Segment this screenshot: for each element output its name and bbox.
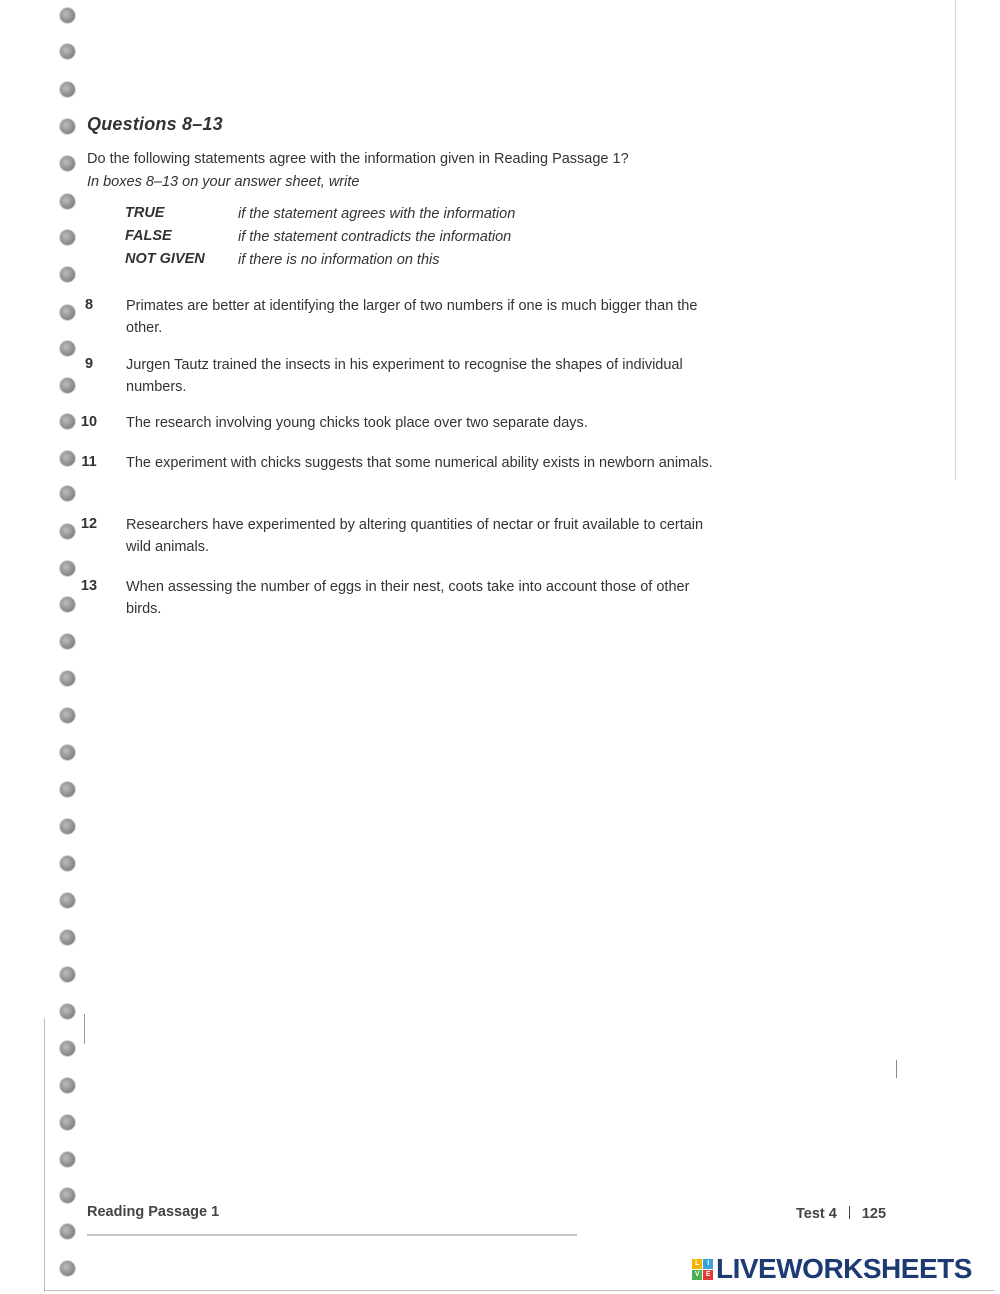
binder-hole xyxy=(60,414,75,429)
footer-rule xyxy=(87,1234,577,1236)
binder-hole xyxy=(60,230,75,245)
key-term-not-given: NOT GIVEN xyxy=(125,251,205,267)
question-number: 10 xyxy=(80,414,98,430)
binder-hole xyxy=(60,930,75,945)
binder-hole xyxy=(60,1041,75,1056)
question-number: 8 xyxy=(84,297,94,313)
binder-hole xyxy=(60,745,75,760)
binder-hole xyxy=(60,378,75,393)
binder-hole xyxy=(60,156,75,171)
question-statement: Primates are better at identifying the larger of two numbers if one is much bigger than the other. xyxy=(126,298,698,336)
question-statement: The experiment with chicks suggests that some numerical ability exists in newborn animals. xyxy=(126,455,713,471)
logo-letter: E xyxy=(703,1270,713,1280)
binder-hole xyxy=(60,1152,75,1167)
question-number: 11 xyxy=(81,454,97,470)
question-statement: Jurgen Tautz trained the insects in his experiment to recognise the shapes of individual numbers. xyxy=(126,357,683,395)
page-edge-left xyxy=(44,1018,45,1292)
logo-letter: I xyxy=(703,1259,713,1269)
question-statement: Researchers have experimented by altering quantities of nectar or fruit available to certain wild animals. xyxy=(126,517,704,555)
binder-hole xyxy=(60,708,75,723)
logo-letter: L xyxy=(692,1259,702,1269)
binder-hole xyxy=(60,82,75,97)
answer-sheet-instruction: In boxes 8–13 on your answer sheet, write xyxy=(87,174,360,190)
question-statement: The research involving young chicks took place over two separate days. xyxy=(126,415,588,431)
key-term-true: TRUE xyxy=(125,205,165,221)
binder-hole xyxy=(60,486,75,501)
question-number: 13 xyxy=(80,578,98,594)
key-description: if there is no information on this xyxy=(238,252,440,268)
binder-hole xyxy=(60,267,75,282)
liveworksheets-logo xyxy=(692,1253,972,1285)
key-description: if the statement agrees with the information xyxy=(238,206,516,222)
footer-test-label: Test 4 xyxy=(796,1206,837,1222)
binder-hole xyxy=(60,893,75,908)
binder-hole xyxy=(60,1224,75,1239)
binder-hole xyxy=(60,305,75,320)
footer-passage-label: Reading Passage 1 xyxy=(87,1204,220,1220)
instruction-text: Do the following statements agree with the information given in Reading Passage 1? xyxy=(87,151,629,167)
binder-hole xyxy=(60,451,75,466)
logo-text: LIVEWORKSHEETS xyxy=(716,1253,972,1284)
question-number: 12 xyxy=(80,516,98,532)
binder-hole xyxy=(60,561,75,576)
binder-hole xyxy=(60,597,75,612)
key-description: if the statement contradicts the information xyxy=(238,229,512,245)
binder-hole xyxy=(60,1004,75,1019)
page-edge-bottom xyxy=(44,1290,994,1291)
key-term-false: FALSE xyxy=(125,228,172,244)
question-number: 9 xyxy=(84,356,94,372)
page-number: 125 xyxy=(861,1206,887,1222)
binder-hole xyxy=(60,1115,75,1130)
binder-hole xyxy=(60,194,75,209)
footer-separator xyxy=(849,1206,850,1219)
binder-hole xyxy=(60,44,75,59)
question-statement: When assessing the number of eggs in their nest, coots take into account those of other birds. xyxy=(126,579,690,617)
binder-hole xyxy=(60,856,75,871)
logo-mark-icon xyxy=(692,1259,713,1280)
binder-hole xyxy=(60,634,75,649)
section-heading: Questions 8–13 xyxy=(87,114,223,134)
binder-hole xyxy=(60,1261,75,1276)
page-edge-right xyxy=(955,0,956,480)
scan-mark xyxy=(896,1060,897,1078)
logo-letter: V xyxy=(692,1270,702,1280)
footer-page-info xyxy=(796,1206,886,1222)
binder-hole xyxy=(60,1188,75,1203)
binder-hole xyxy=(60,524,75,539)
binder-hole xyxy=(60,8,75,23)
scan-mark xyxy=(84,1014,85,1044)
binder-hole xyxy=(60,671,75,686)
binder-hole xyxy=(60,341,75,356)
binder-hole xyxy=(60,967,75,982)
binder-hole xyxy=(60,1078,75,1093)
binder-hole xyxy=(60,819,75,834)
binder-hole xyxy=(60,782,75,797)
binder-hole xyxy=(60,119,75,134)
